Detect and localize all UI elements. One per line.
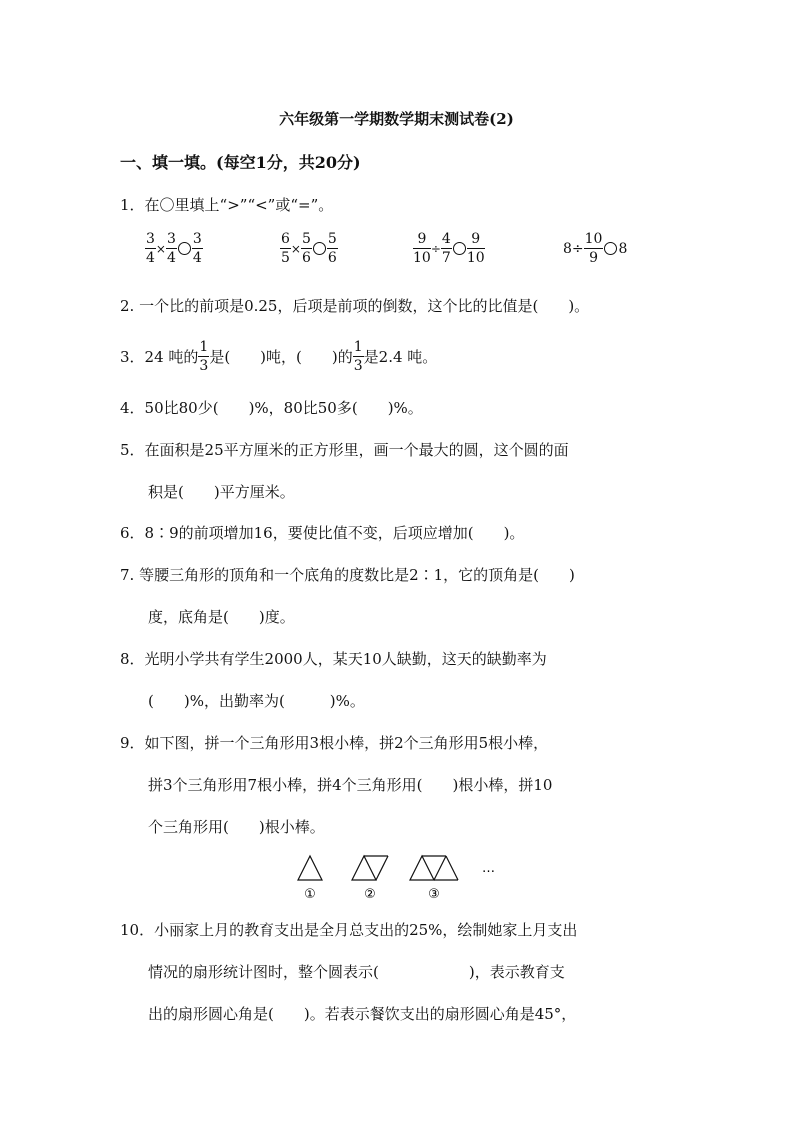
fraction: $\frac{5}{6}$ (301, 231, 311, 266)
section-heading: 一、填一填。(每空1分，共20分) (120, 153, 361, 172)
question-9-line-1: 9．如下图，拼一个三角形用3根小棒，拼2个三角形用5根小棒， (120, 734, 549, 752)
fraction: $\frac{5}{6}$ (327, 231, 337, 266)
figure-label-2: ② (364, 887, 376, 902)
answer-circle[interactable] (453, 242, 466, 255)
q1-expression-3: $\frac{9}{10}$ ÷ $\frac{4}{7}$ $\frac{9}{10}$ (413, 231, 485, 266)
fraction: $\frac{1}{3}$ (199, 339, 209, 374)
figure-label-3: ③ (428, 887, 440, 902)
question-10-line-1: 10．小丽家上月的教育支出是全月总支出的25%，绘制她家上月支出 (120, 921, 578, 939)
question-2: 2. 一个比的前项是0.25，后项是前项的倒数，这个比的比值是( )。 (120, 297, 590, 315)
fraction: $\frac{9}{10}$ (413, 231, 431, 266)
fraction: $\frac{1}{3}$ (353, 339, 363, 374)
fraction: $\frac{3}{4}$ (166, 231, 176, 266)
question-7-line-2: 度，底角是( )度。 (148, 608, 295, 626)
question-9-line-2: 拼3个三角形用7根小棒，拼4个三角形用( )根小棒，拼10 (148, 776, 553, 794)
page-title: 六年级第一学期数学期末测试卷(2) (279, 110, 514, 128)
question-8-line-1: 8．光明小学共有学生2000人，某天10人缺勤，这天的缺勤率为 (120, 650, 547, 668)
fraction: $\frac{4}{7}$ (441, 231, 451, 266)
fraction: $\frac{10}{9}$ (584, 231, 603, 266)
q1-expression-4: 8÷ $\frac{10}{9}$ 8 (563, 231, 628, 266)
question-5-line-2: 积是( )平方厘米。 (148, 483, 295, 501)
triangle-figure-2 (352, 856, 388, 880)
question-9-line-3: 个三角形用( )根小棒。 (148, 818, 325, 836)
triangle-sticks-figure (290, 848, 510, 904)
triangle-figure-1 (298, 856, 322, 880)
question-10-line-3: 出的扇形圆心角是( )。若表示餐饮支出的扇形圆心角是45°， (148, 1005, 577, 1023)
question-6: 6．8∶9的前项增加16，要使比值不变，后项应增加( )。 (120, 524, 525, 542)
triangle-figure-3 (410, 856, 458, 880)
question-8-line-2: ( )%，出勤率为( )%。 (148, 692, 365, 710)
question-5-line-1: 5．在面积是25平方厘米的正方形里，画一个最大的圆，这个圆的面 (120, 441, 569, 459)
fraction: $\frac{6}{5}$ (281, 231, 290, 266)
fraction: $\frac{3}{4}$ (146, 231, 155, 266)
q1-expression-2: $\frac{6}{5}$ × $\frac{5}{6}$ $\frac{5}{6}$ (281, 231, 337, 266)
fraction: $\frac{9}{10}$ (466, 231, 485, 266)
figure-ellipsis: … (482, 861, 495, 876)
question-3: 3．24 吨的 $\frac{1}{3}$ 是( )吨，( )的 $\frac{1}{3}$ 是2.4 吨。 (120, 339, 438, 374)
fraction: $\frac{3}{4}$ (192, 231, 202, 266)
answer-circle[interactable] (178, 242, 191, 255)
question-1: 1．在〇里填上“>”“<”或“=”。 (120, 196, 334, 214)
question-4: 4．50比80少( )%，80比50多( )%。 (120, 399, 423, 417)
q1-expression-1: $\frac{3}{4}$ × $\frac{3}{4}$ $\frac{3}{4}$ (146, 231, 202, 266)
answer-circle[interactable] (604, 242, 617, 255)
question-7-line-1: 7. 等腰三角形的顶角和一个底角的度数比是2∶1，它的顶角是( ) (120, 566, 575, 584)
question-10-line-2: 情况的扇形统计图时，整个圆表示( )，表示教育支 (148, 963, 565, 981)
answer-circle[interactable] (313, 242, 326, 255)
figure-label-1: ① (304, 887, 316, 902)
